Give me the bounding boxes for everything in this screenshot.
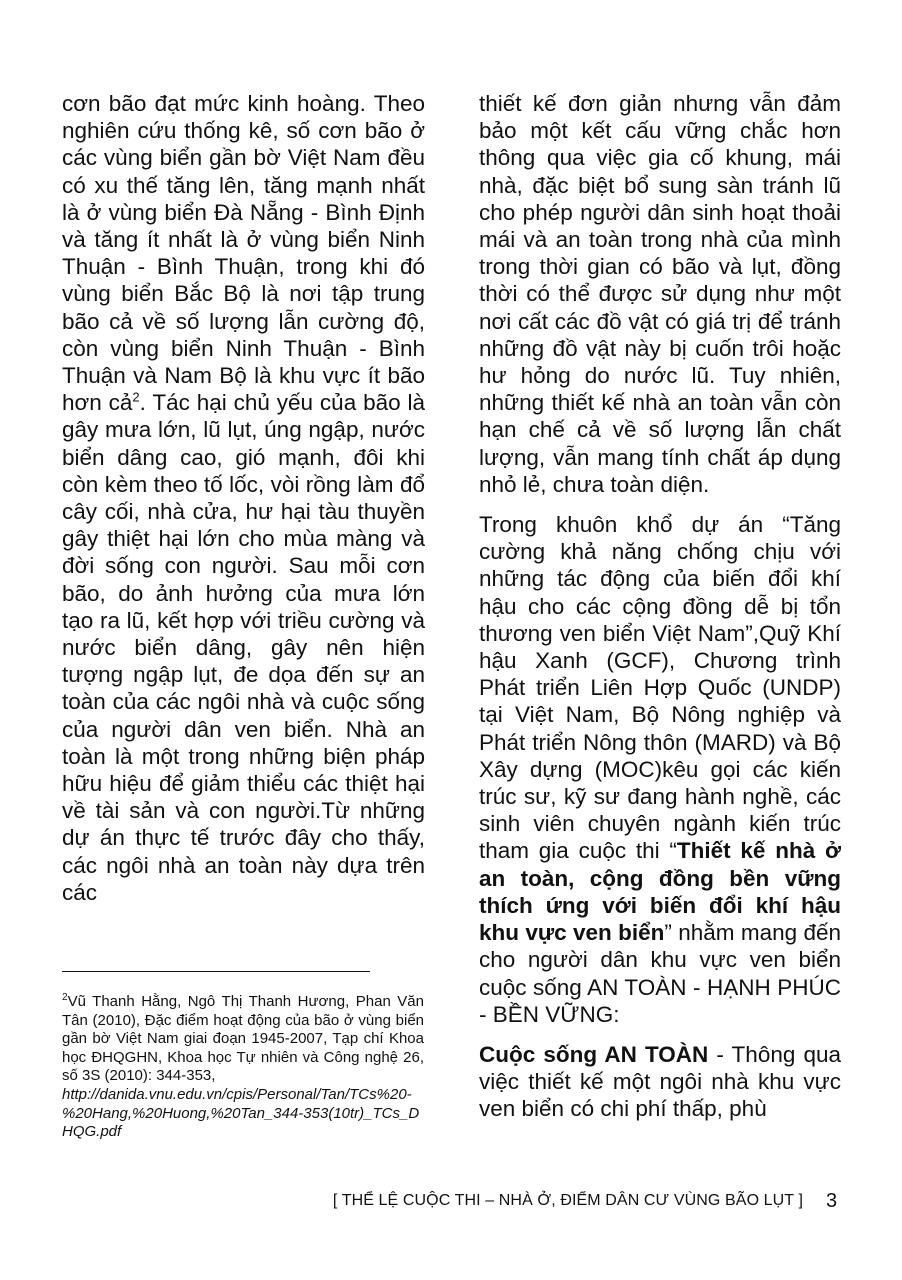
contest-intro-text: Trong khuôn khổ dự án “Tăng cường khả năng chống chịu với những tác động của biến đổi khí hậu cho các cộng đồng dễ bị tổn thương ven biển Việt Nam”,Quỹ Khí hậu Xanh (GCF), Chương trình Phát triển Liên Hợp Quốc (UNDP) tại Việt Nam, Bộ Nông nghiệp và Phát triển Nông thôn (MARD) và Bộ Xây dựng (MOC)kêu gọi các kiến trúc sư, kỹ sư đang hành nghề, các sinh viên chuyên ngành kiến trúc tham gia cuộc thi “ [479,512,841,864]
footnote [62,993,424,1142]
right-paragraph-2 [479,511,841,1028]
footnote-marker: 2 [62,992,68,1003]
safe-life-heading: Cuộc sống AN TOÀN [479,1041,709,1067]
safe-life-text: - Thông qua việc thiết kế một ngôi nhà khu vực ven biển có chi phí thấp, phù [479,1041,841,1122]
left-column [62,90,425,906]
page-footer [0,1190,902,1214]
page-number: 3 [826,1190,838,1212]
left-paragraph-continued: . Tác hại chủ yếu của bão là gây mưa lớn, lũ lụt, úng ngập, nước biển dâng cao, gió mạnh, đôi khi còn kèm theo tố lốc, vòi rồng làm đổ cây cối, nhà cửa, hư hại tàu thuyền gây thiệt hại lớn cho mùa màng và đời sống con người. Sau mỗi cơn bão, do ảnh hưởng của mưa lớn tạo ra lũ, kết hợp với triều cường và nước biển dâng, gây nên hiện tượng ngập lụt, đe dọa đến sự an toàn của các ngôi nhà và cuộc sống của người dân ven biển. Nhà an toàn là một trong những biện pháp hữu hiệu để giảm thiểu các thiệt hại về tài sản và con người.Từ những dự án thực tế trước đây cho thấy, các ngôi nhà an toàn này dựa trên các [62,390,425,905]
right-column [479,90,841,1123]
contest-goal-text: ” nhằm mang đến cho người dân khu vực ven biển cuộc sống AN TOÀN - HẠNH PHÚC - BỀN VỮNG: [479,920,841,1027]
footnote-link[interactable]: http://danida.vnu.edu.vn/cpis/Personal/Tan/TCs%20-%20Hang,%20Huong,%20Tan_344-353(10tr)_TCs_DHQG.pdf [62,1085,420,1141]
left-paragraph-main: cơn bão đạt mức kinh hoàng. Theo nghiên cứu thống kê, số cơn bão ở các vùng biển gần bờ Việt Nam đều có xu thế tăng lên, tăng mạnh nhất là ở vùng biển Đà Nẵng - Bình Định và tăng ít nhất là ở vùng biển Ninh Thuận - Bình Thuận, trong khi đó vùng biển Bắc Bộ là nơi tập trung bão cả về số lượng lẫn cường độ, còn vùng biển Ninh Thuận - Bình Thuận và Nam Bộ là khu vực ít bão hơn cả [62,91,425,416]
footnote-citation [62,993,424,1086]
footnote-text: Vũ Thanh Hằng, Ngô Thị Thanh Hương, Phan Văn Tân (2010), Đặc điểm hoạt động của bão ở vùng biển gần bờ Việt Nam giai đoạn 1945-2007, Tạp chí Khoa học ĐHQGHN, Khoa học Tự nhiên và Công nghệ 26, số 3S (2010): 344-353, [62,993,424,1085]
right-paragraph-3 [479,1041,841,1123]
contest-title: Thiết kế nhà ở an toàn, cộng đồng bền vững thích ứng với biến đổi khí hậu khu vực ven biển [479,838,841,946]
footnote-reference[interactable]: 2 [132,389,140,405]
footnote-separator [62,971,370,972]
right-paragraph-1: thiết kế đơn giản nhưng vẫn đảm bảo một kết cấu vững chắc hơn thông qua việc gia cố khung, mái nhà, đặc biệt bổ sung sàn tránh lũ cho phép người dân sinh hoạt thoải mái và an toàn trong nhà của mình trong thời gian có bão và lụt, đồng thời có thể được sử dụng như một nơi cất các đồ vật có giá trị để tránh những đồ vật này bị cuốn trôi hoặc hư hỏng do nước lũ. Tuy nhiên, những thiết kế nhà an toàn vẫn còn hạn chế cả về số lượng lẫn chất lượng, vẫn mang tính chất áp dụng nhỏ lẻ, chưa toàn diện. [479,91,841,497]
left-paragraph [62,90,425,906]
footer-title: [ THỂ LỆ CUỘC THI – NHÀ Ở, ĐIỂM DÂN CƯ VÙNG BÃO LỤT ] [332,1192,803,1209]
